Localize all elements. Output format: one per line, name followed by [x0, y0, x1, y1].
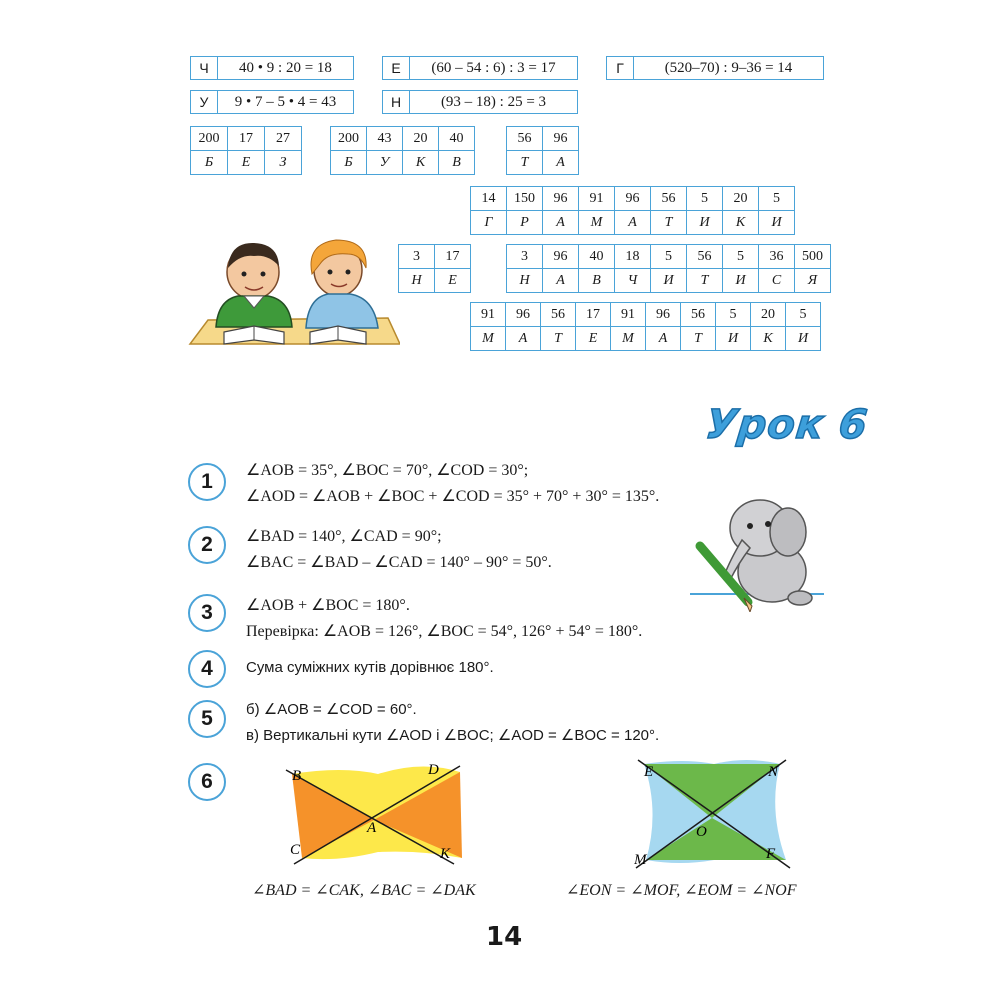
point-label-a: A	[367, 820, 377, 836]
code-letter: Б	[191, 151, 228, 175]
code-number: 5	[687, 187, 723, 211]
code-number: 500	[795, 245, 831, 269]
code-letter: В	[439, 151, 475, 175]
point-label-k: K	[440, 846, 451, 862]
code-letter: И	[687, 211, 723, 235]
code-number: 96	[615, 187, 651, 211]
point-label-o: O	[696, 824, 707, 840]
code-letter: Т	[651, 211, 687, 235]
code-number: 91	[611, 303, 646, 327]
code-letter: Г	[471, 211, 507, 235]
code-number: 36	[759, 245, 795, 269]
page-number: 14	[486, 922, 523, 952]
code-number: 3	[507, 245, 543, 269]
code-letter: И	[759, 211, 795, 235]
exercise-line: ∠AOB + ∠BOC = 180°.	[246, 597, 410, 614]
equation-expression: (93 – 18) : 25 = 3	[440, 93, 547, 110]
code-letter: И	[716, 327, 751, 351]
code-letter: С	[759, 269, 795, 293]
point-label-e: E	[644, 764, 654, 780]
code-table-bez	[190, 126, 302, 175]
code-number: 96	[543, 187, 579, 211]
code-table-hramatyky	[470, 186, 795, 235]
code-number: 56	[651, 187, 687, 211]
equation-letter: У	[191, 91, 218, 113]
code-letter: А	[506, 327, 541, 351]
code-number: 56	[507, 127, 543, 151]
code-letter: З	[265, 151, 302, 175]
code-letter: А	[646, 327, 681, 351]
code-number: 5	[723, 245, 759, 269]
code-letter: К	[751, 327, 786, 351]
code-number: 96	[543, 245, 579, 269]
equation-letter: Г	[607, 57, 634, 79]
exercise-line: ∠AOD = ∠AOB + ∠BOC + ∠COD = 35° + 70° + 30° = 135°.	[246, 488, 660, 505]
code-number: 91	[471, 303, 506, 327]
code-number: 5	[716, 303, 751, 327]
code-number: 5	[759, 187, 795, 211]
exercise-line: в) Вертикальні кути ∠AOD і ∠BOC; ∠AOD = ∠BOC = 120°.	[246, 727, 660, 744]
code-number: 200	[191, 127, 228, 151]
code-number: 17	[228, 127, 265, 151]
code-letter: Н	[399, 269, 435, 293]
point-label-c: C	[290, 842, 301, 858]
code-number: 56	[681, 303, 716, 327]
code-number: 5	[651, 245, 687, 269]
exercise-number: 5	[188, 700, 226, 738]
code-letter: М	[611, 327, 646, 351]
code-number: 96	[506, 303, 541, 327]
code-number: 17	[435, 245, 471, 269]
code-letter: И	[786, 327, 821, 351]
equation-box-n	[382, 90, 578, 114]
code-number: 56	[687, 245, 723, 269]
code-letter: А	[543, 211, 579, 235]
code-table-bukv	[330, 126, 475, 175]
exercise-number: 1	[188, 463, 226, 501]
point-label-d: D	[428, 762, 439, 778]
code-number: 3	[399, 245, 435, 269]
code-number: 150	[507, 187, 543, 211]
code-letter: Е	[435, 269, 471, 293]
code-number: 91	[579, 187, 615, 211]
code-letter: Т	[681, 327, 716, 351]
exercise-number: 3	[188, 594, 226, 632]
code-number: 20	[751, 303, 786, 327]
exercise-number: 2	[188, 526, 226, 564]
code-number: 40	[439, 127, 475, 151]
code-number: 14	[471, 187, 507, 211]
code-letter: У	[367, 151, 403, 175]
code-letter: Е	[576, 327, 611, 351]
code-letter: К	[723, 211, 759, 235]
point-label-m: M	[634, 852, 647, 868]
code-letter: Т	[687, 269, 723, 293]
code-number: 20	[723, 187, 759, 211]
exercise-line: ∠BAC = ∠BAD – ∠CAD = 140° – 90° = 50°.	[246, 554, 552, 571]
elephant-illustration	[690, 490, 826, 612]
code-letter: Ч	[615, 269, 651, 293]
code-number: 20	[403, 127, 439, 151]
exercise-number: 4	[188, 650, 226, 688]
code-letter: И	[723, 269, 759, 293]
code-table-ne	[398, 244, 471, 293]
equation-letter: Н	[383, 91, 410, 113]
point-label-n: N	[768, 764, 779, 780]
code-letter: Н	[507, 269, 543, 293]
equation-letter: Ч	[191, 57, 218, 79]
children-reading-illustration	[188, 232, 400, 350]
code-number: 56	[541, 303, 576, 327]
figure-intersecting-lines-a	[282, 760, 482, 872]
code-letter: В	[579, 269, 615, 293]
code-letter: М	[579, 211, 615, 235]
code-letter: М	[471, 327, 506, 351]
exercise-line: б) ∠AOB = ∠COD = 60°.	[246, 701, 417, 718]
equation-box-u	[190, 90, 354, 114]
code-letter: Е	[228, 151, 265, 175]
exercise-line: Сума суміжних кутів дорівнює 180°.	[246, 659, 494, 676]
code-number: 96	[646, 303, 681, 327]
code-letter: А	[543, 151, 579, 175]
code-letter: К	[403, 151, 439, 175]
equation-letter: Е	[383, 57, 410, 79]
point-label-b: B	[292, 768, 302, 784]
figure-intersecting-lines-b	[634, 756, 794, 872]
code-letter: Б	[331, 151, 367, 175]
point-label-f: F	[766, 846, 776, 862]
code-table-ta	[506, 126, 579, 175]
code-number: 43	[367, 127, 403, 151]
code-number: 18	[615, 245, 651, 269]
figure-caption-b: ∠EON = ∠MOF, ∠EOM = ∠NOF	[566, 882, 797, 899]
equation-box-h	[606, 56, 824, 80]
code-letter: А	[543, 269, 579, 293]
code-letter: Я	[795, 269, 831, 293]
code-letter: Р	[507, 211, 543, 235]
code-number: 200	[331, 127, 367, 151]
exercise-line: ∠BAD = 140°, ∠CAD = 90°;	[246, 528, 442, 545]
figure-caption-a: ∠BAD = ∠CAK, ∠BAC = ∠DAK	[252, 882, 476, 899]
code-number: 5	[786, 303, 821, 327]
equation-expression: (520–70) : 9–36 = 14	[664, 59, 793, 76]
equation-box-ye	[382, 56, 578, 80]
code-letter: А	[615, 211, 651, 235]
exercise-line: ∠AOB = 35°, ∠BOC = 70°, ∠COD = 30°;	[246, 462, 529, 479]
code-table-matematyky	[470, 302, 821, 351]
equation-expression: (60 – 54 : 6) : 3 = 17	[431, 59, 556, 76]
exercise-line: Перевірка: ∠AOB = 126°, ∠BOC = 54°, 126° + 54° = 180°.	[246, 623, 643, 640]
code-number: 17	[576, 303, 611, 327]
lesson-title: Урок 6	[703, 402, 871, 448]
exercise-number: 6	[188, 763, 226, 801]
equation-expression: 9 • 7 – 5 • 4 = 43	[234, 93, 337, 110]
equation-box-ch	[190, 56, 354, 80]
code-number: 27	[265, 127, 302, 151]
code-letter: Т	[507, 151, 543, 175]
equation-expression: 40 • 9 : 20 = 18	[239, 59, 332, 76]
code-table-navchytysia	[506, 244, 831, 293]
code-number: 96	[543, 127, 579, 151]
code-number: 40	[579, 245, 615, 269]
code-letter: Т	[541, 327, 576, 351]
code-letter: И	[651, 269, 687, 293]
